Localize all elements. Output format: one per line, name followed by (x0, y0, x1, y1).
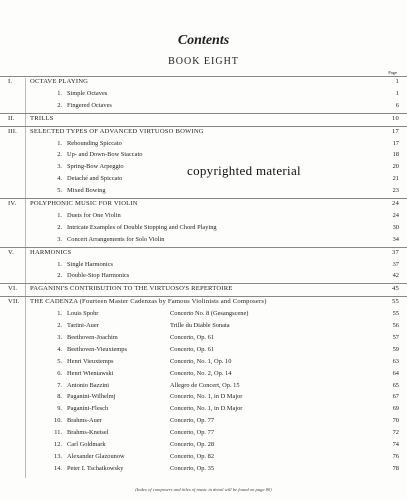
subsection-row (0, 89, 407, 99)
page-number: 63 (392, 357, 399, 365)
item-title: TRILLS (30, 114, 54, 122)
page-number: 6 (395, 101, 399, 109)
item-title: Louis Spohr (67, 310, 99, 318)
item-title: Antonio Bazzini (67, 381, 110, 389)
item-title: Duets for One Violin (67, 211, 121, 219)
item-work: Concerto, Op. 35 (170, 464, 215, 472)
cadenza-row (0, 416, 407, 426)
cadenza-row (0, 309, 407, 319)
item-number: V. (8, 248, 14, 256)
section-row (0, 248, 407, 258)
page-number: 10 (392, 114, 399, 122)
page-number: 76 (392, 452, 399, 460)
item-work: Concerto, Op. 77 (170, 429, 215, 437)
item-title: Paganini-Flesch (67, 405, 109, 413)
cadenza-row (0, 440, 407, 450)
item-number: 3. (57, 235, 62, 243)
item-title: Tartini-Auer (67, 322, 99, 329)
item-work: Concerto, Op. 61 (170, 345, 215, 353)
item-number: 6. (57, 369, 62, 377)
page-number: 59 (392, 345, 399, 353)
section-row (0, 127, 407, 137)
item-title: Mixed Bowing (67, 187, 106, 195)
item-number: 2. (57, 101, 62, 109)
cadenza-row (0, 404, 407, 414)
item-number: II. (8, 114, 15, 122)
section-row (0, 297, 407, 307)
item-title: POLYPHONIC MUSIC FOR VIOLIN (30, 200, 138, 207)
subsection-row (0, 235, 407, 245)
item-title: Henri Vieuxtemps (67, 357, 114, 365)
page-number: 24 (392, 211, 399, 219)
subsection-row (0, 260, 407, 270)
subsection-row (0, 186, 407, 196)
page-number: 55 (392, 310, 399, 318)
page-number: 55 (392, 298, 399, 306)
item-work: Concerto, No. 1, in D Major (170, 393, 243, 401)
cadenza-row (0, 321, 407, 331)
page-number: 23 (392, 187, 399, 195)
item-number: 9. (57, 405, 62, 413)
item-number: 1. (57, 310, 62, 318)
book-heading: BOOK EIGHT (168, 56, 239, 67)
item-title: Paganini-Wilhelmj (67, 393, 116, 401)
item-title: THE CADENZA (Fourteen Master Cadenzas by Famous Violinists and Composers) (30, 298, 267, 306)
item-number: VI. (8, 285, 18, 293)
page-number: 21 (392, 175, 399, 183)
subsection-row (0, 211, 407, 221)
section-row (0, 77, 407, 87)
item-work: Concerto No. 8 (Gesangscene) (170, 310, 249, 318)
item-number: 1. (57, 260, 62, 268)
page-number: 67 (392, 393, 399, 401)
subsection-row (0, 101, 407, 111)
item-title: Beethoven-Joachim (67, 333, 118, 341)
page-number: 42 (392, 272, 399, 280)
item-title: Double-Stop Harmonics (67, 272, 130, 280)
item-number: 8. (57, 393, 62, 401)
page-number: 72 (392, 429, 399, 437)
item-number: 7. (57, 381, 62, 389)
item-number: 3. (57, 333, 62, 341)
item-title: HARMONICS (30, 248, 72, 256)
page-number: 70 (392, 417, 399, 425)
page-number: 34 (392, 235, 399, 243)
item-title: Beethoven-Vieuxtemps (67, 345, 127, 353)
item-title: Intricate Examples of Double Stopping and Chord Playing (67, 223, 217, 231)
cadenza-row (0, 464, 407, 474)
item-number: 12. (54, 441, 62, 448)
subsection-row (0, 271, 407, 281)
item-number: 5. (57, 187, 62, 195)
page-number: 1 (395, 89, 399, 97)
page-number: 37 (392, 260, 399, 268)
item-number: 11. (54, 429, 62, 437)
page-number: 1 (395, 78, 399, 85)
item-work: Concerto, No. 2, Op. 14 (170, 369, 232, 377)
cadenza-row (0, 345, 407, 355)
page-number: 69 (392, 405, 399, 413)
cadenza-row (0, 357, 407, 367)
section-row (0, 199, 407, 209)
section-row (0, 284, 407, 294)
item-number: 13. (54, 452, 62, 460)
item-work: Allegro de Concert, Op. 15 (170, 381, 240, 389)
item-title: Single Harmonics (67, 260, 113, 268)
page-number: 20 (392, 163, 399, 171)
page-number: 30 (392, 223, 399, 231)
item-number: VII. (8, 298, 20, 306)
page-number: 17 (392, 139, 399, 147)
item-work: Concerto, Op. 28 (170, 441, 215, 448)
item-number: 2. (57, 322, 62, 329)
item-number: 5. (57, 357, 62, 365)
item-title: Carl Goldmark (67, 441, 106, 448)
item-title: Up- and Down-Bow Staccato (67, 151, 143, 159)
item-number: 1. (57, 139, 62, 147)
page-number: 57 (392, 333, 399, 341)
footnote: (Index of composers and titles of music in detail will be found on page 80) (135, 487, 272, 492)
page-column-header: Page (388, 70, 397, 75)
item-title: Peter I. Tschaikowsky (67, 464, 124, 472)
item-title: Brahms-Kneisel (67, 429, 109, 437)
page-number: 45 (392, 285, 399, 293)
item-number: 2. (57, 151, 62, 159)
item-work: Concerto, No. 1, Op. 10 (170, 357, 232, 365)
item-number: 1. (57, 211, 62, 219)
item-title: Concert Arrangements for Solo Violin (67, 235, 165, 243)
item-number: 1. (57, 89, 62, 97)
item-number: III. (8, 127, 18, 135)
cadenza-row (0, 428, 407, 438)
cadenza-row (0, 369, 407, 379)
subsection-row (0, 223, 407, 233)
page-number: 74 (392, 441, 399, 448)
page-number: 56 (392, 322, 399, 329)
item-work: Trille du Diable Sonata (170, 322, 230, 329)
item-number: IV. (8, 200, 17, 207)
item-work: Concerto, Op. 82 (170, 452, 215, 460)
cadenza-row (0, 452, 407, 462)
item-work: Concerto, Op. 61 (170, 333, 215, 341)
page-number: 64 (392, 369, 399, 377)
item-title: SELECTED TYPES OF ADVANCED VIRTUOSO BOWING (30, 127, 204, 135)
item-title: Simple Octaves (67, 89, 108, 97)
cadenza-row (0, 381, 407, 391)
item-number: 14. (54, 464, 62, 472)
item-title: PAGANINI'S CONTRIBUTION TO THE VIRTUOSO'S REPERTOIRE (30, 285, 233, 293)
item-number: 4. (57, 175, 62, 183)
item-title: Fingered Octaves (67, 101, 112, 109)
item-title: Alexander Glazounow (67, 452, 125, 460)
cadenza-row (0, 392, 407, 402)
page-number: 37 (392, 248, 399, 256)
item-work: Concerto, Op. 77 (170, 417, 215, 425)
subsection-row (0, 139, 407, 149)
item-title: Detaché and Spiccato (67, 175, 123, 183)
section-row (0, 114, 407, 124)
subsection-row (0, 150, 407, 160)
item-title: OCTAVE PLAYING (30, 78, 89, 85)
item-work: Concerto, No. 1, in D Major (170, 405, 243, 413)
page-number: 24 (392, 200, 399, 207)
item-title: Rebounding Spiccato (67, 139, 122, 147)
item-number: I. (8, 78, 13, 85)
item-number: 3. (57, 163, 62, 171)
item-title: Henri Wieniawski (67, 369, 114, 377)
item-number: 2. (57, 223, 62, 231)
copyright-watermark: copyrighted material (187, 163, 301, 178)
item-title: Brahms-Auer (67, 417, 102, 425)
item-number: 2. (57, 272, 62, 280)
contents-title: Contents (177, 33, 230, 48)
item-title: Spring-Bow Arpeggio (67, 163, 124, 171)
page-number: 78 (392, 464, 399, 472)
page-number: 65 (392, 381, 399, 389)
cadenza-row (0, 333, 407, 343)
item-number: 10. (54, 417, 62, 425)
page-number: 18 (392, 151, 399, 159)
page-number: 17 (392, 127, 399, 135)
item-number: 4. (57, 345, 62, 353)
